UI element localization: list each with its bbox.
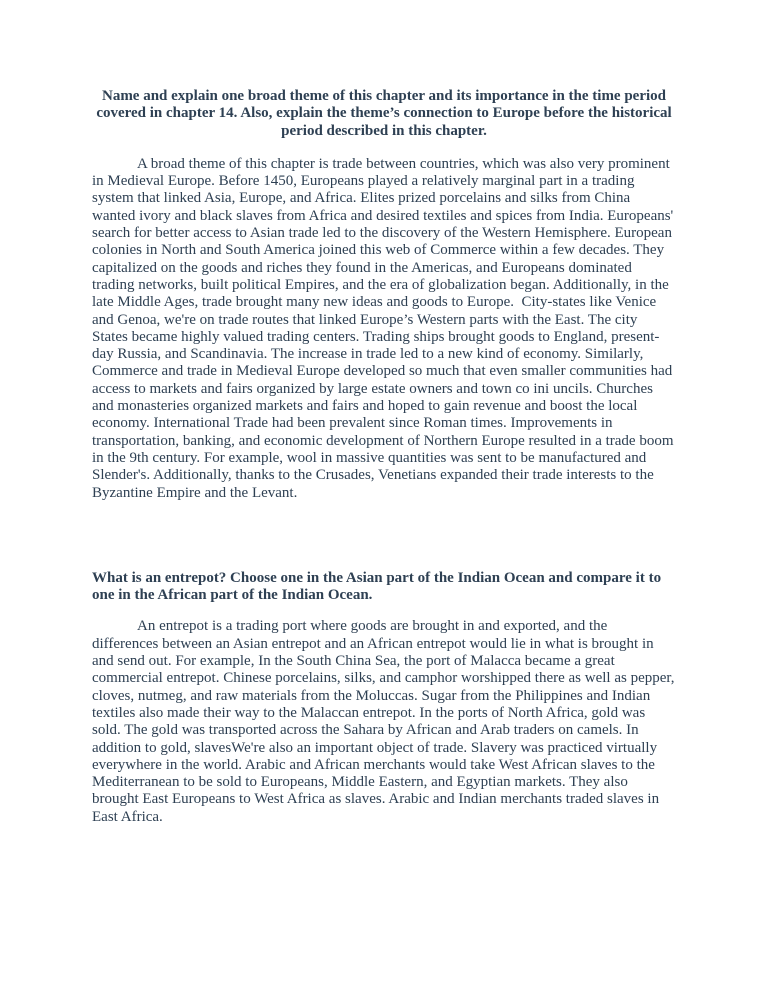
answer-2-paragraph: An entrepot is a trading port where goods are brought in and exported, and the differences between an Asian entrepot and an African entrepot would lie in what is brought in and send out. For example, In the South China Sea, the port of Malacca became a great commercial entrepot. Chinese porcelains, silks, and camphor worshipped there as well as pepper, cloves, nutmeg, and raw materials from the Moluccas. Sugar from the Philippines and Indian textiles also made their way to the Malaccan entrepot. In the ports of North Africa, gold was sold. The gold was transported across the Sahara by African and Arab traders on camels. In addition to gold, slavesWe're also an important object of trade. Slavery was practiced virtually everywhere in the world. Arabic and African merchants would take West African slaves to the Mediterranean to be sold to Europeans, Middle Eastern, and Egyptian markets. They also brought East Europeans to West Africa as slaves. Arabic and Indian merchants traded slaves in East Africa. [92,618,679,825]
question-2-heading: What is an entrepot? Choose one in the Asian part of the Indian Ocean and compare it to one in the African part of the Indian Ocean. [92,569,662,604]
answer-1-paragraph: A broad theme of this chapter is trade between countries, which was also very prominent in Medieval Europe. Before 1450, Europeans played a relatively marginal part in a trading system that linked Asia, Europe, and Africa. Elites prized porcelains and silks from China wanted ivory and black slaves from Africa and desired textiles and spices from India. Europeans' search for better access to Asian trade led to the discovery of the Western Hemisphere. European colonies in North and South America joined this web of Commerce within a few decades. They capitalized on the goods and riches they found in the Americas, and Europeans dominated trading networks, built political Empires, and the era of globalization began. Additionally, in the late Middle Ages, trade brought many new ideas and goods to Europe. City-states like Venice and Genoa, we're on trade routes that linked Europe’s Western parts with the East. The city States became highly valued trading centers. Trading ships brought goods to England, present-day Russia, and Scandinavia. The increase in trade led to a new kind of economy. Similarly, Commerce and trade in Medieval Europe developed so much that even smaller communities had access to markets and fairs organized by large estate owners and town co ini uncils. Churches and monasteries organized markets and fairs and hoped to gain revenue and boost the local economy. International Trade had been prevalent since Roman times. Improvements in transportation, banking, and economic development of Northern Europe resulted in a trade boom in the 9th century. For example, wool in massive quantities was sent to be manufactured and Slender's. Additionally, thanks to the Crusades, Venetians expanded their trade interests to the Byzantine Empire and the Levant. [92,155,678,501]
essay-question-1-section [92,88,676,502]
essay-question-2-section [92,569,679,826]
question-1-heading: Name and explain one broad theme of this chapter and its importance in the time period covered in chapter 14. Also, explain the theme’s connection to Europe before the historical period described in this chapter. [96,88,672,139]
